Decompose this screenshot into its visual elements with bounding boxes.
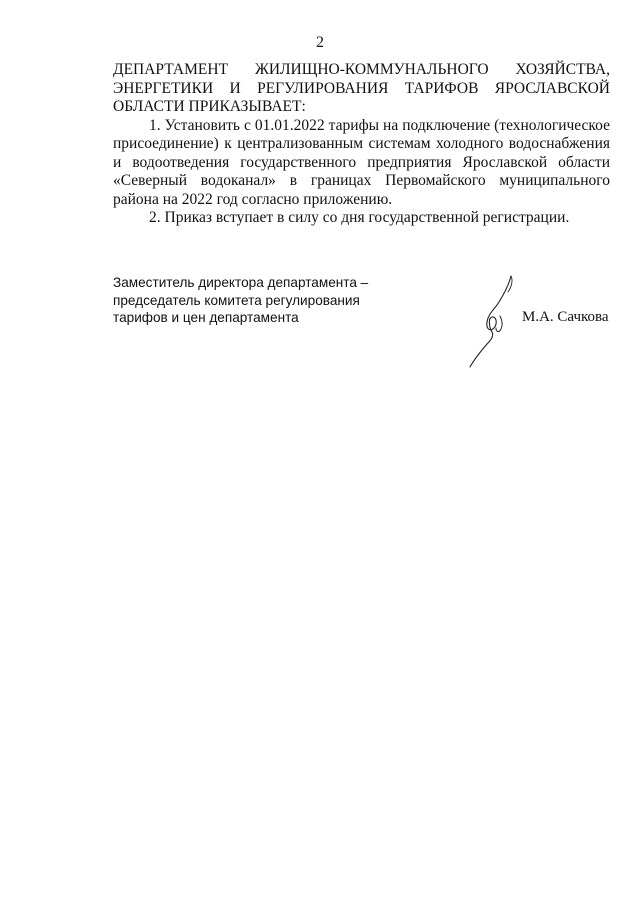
order-heading: ДЕПАРТАМЕНТ ЖИЛИЩНО-КОММУНАЛЬНОГО ХОЗЯЙСТВА, ЭНЕРГЕТИКИ И РЕГУЛИРОВАНИЯ ТАРИФОВ ЯРОСЛАВСКОЙ ОБЛАСТИ ПРИКАЗЫВАЕТ: [113, 61, 610, 115]
signer-name: М.А. Сачкова [522, 309, 609, 325]
signer-position-line-2: председатель комитета регулирования [113, 292, 360, 308]
order-item-2: 2. Приказ вступает в силу со дня государственной регистрации. [149, 209, 570, 226]
handwritten-signature-icon [463, 272, 523, 372]
order-body [113, 61, 610, 228]
signer-position [113, 274, 373, 327]
signer-position-line-1: Заместитель директора департамента – [113, 275, 369, 290]
order-item-1: 1. Установить с 01.01.2022 тарифы на подключение (технологическое присоединение) к централизованным системам холодного водоснабжения и водоотведения государственного предприятия Ярославской области «Северный водоканал» в границах Первомайского муниципального района на 2022 год согласно приложению. [113, 116, 610, 208]
page-number: 2 [316, 34, 324, 51]
signer-position-line-3: тарифов и цен департамента [113, 310, 299, 325]
